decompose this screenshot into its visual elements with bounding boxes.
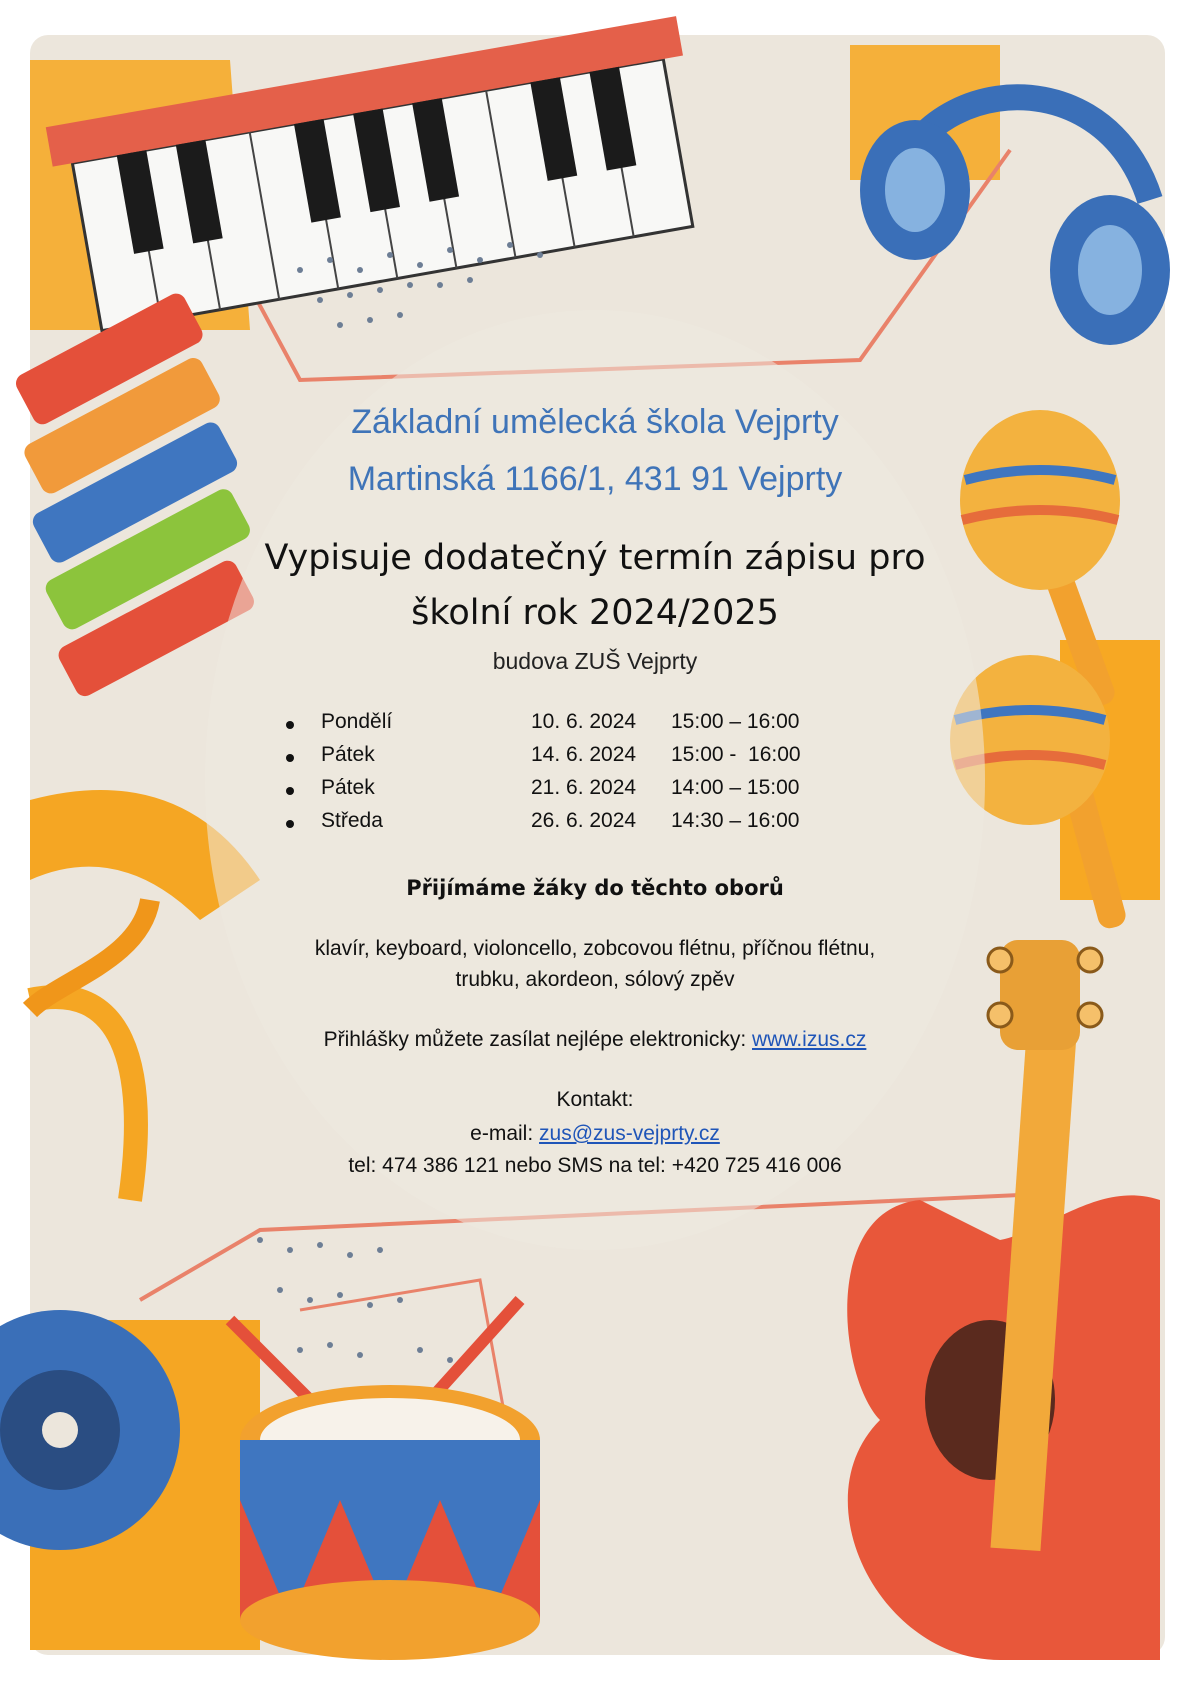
schedule-day: Pondělí: [321, 710, 393, 733]
email-line: [0, 1122, 1190, 1146]
schedule-row: [286, 710, 846, 743]
school-name: Základní umělecká škola Vejprty: [351, 403, 839, 441]
fields-heading: Přijímáme žáky do těchto oborů: [406, 876, 784, 900]
bullet-icon: [286, 721, 294, 729]
enrollment-schedule: [286, 710, 846, 842]
izus-link[interactable]: www.izus.cz: [752, 1028, 867, 1051]
schedule-date: 26. 6. 2024: [531, 809, 637, 832]
schedule-time: 14:00 – 15:00: [671, 776, 800, 799]
schedule-row: [286, 809, 846, 842]
schedule-time: 15:00 – 16:00: [671, 710, 800, 733]
application-text: Přihlášky můžete zasílat nejlépe elektronicky:: [323, 1028, 752, 1051]
phone-line: tel: 474 386 121 nebo SMS na tel: +420 725 416 006: [348, 1154, 842, 1177]
bullet-icon: [286, 787, 294, 795]
schedule-time: 14:30 – 16:00: [671, 809, 800, 832]
schedule-day: Středa: [321, 809, 383, 832]
schedule-date: 14. 6. 2024: [531, 743, 637, 766]
schedule-row: [286, 776, 846, 809]
headline-line2: školní rok 2024/2025: [411, 593, 779, 633]
headline-line1: Vypisuje dodatečný termín zápisu pro: [264, 538, 926, 578]
bullet-icon: [286, 820, 294, 828]
schedule-row: [286, 743, 846, 776]
school-address: Martinská 1166/1, 431 91 Vejprty: [347, 460, 843, 498]
email-link[interactable]: zus@zus-vejprty.cz: [539, 1122, 720, 1145]
schedule-day: Pátek: [321, 743, 375, 766]
fields-list-line1: klavír, keyboard, violoncello, zobcovou flétnu, příčnou flétnu,: [314, 937, 876, 960]
venue: budova ZUŠ Vejprty: [492, 648, 698, 674]
schedule-day: Pátek: [321, 776, 375, 799]
email-label: e-mail:: [470, 1122, 540, 1145]
contact-heading: Kontakt:: [556, 1088, 634, 1111]
schedule-date: 21. 6. 2024: [531, 776, 637, 799]
application-line: [0, 1028, 1190, 1052]
schedule-time: 15:00 - 16:00: [671, 743, 801, 766]
schedule-date: 10. 6. 2024: [531, 710, 637, 733]
bullet-icon: [286, 754, 294, 762]
fields-list-line2: trubku, akordeon, sólový zpěv: [455, 968, 735, 991]
